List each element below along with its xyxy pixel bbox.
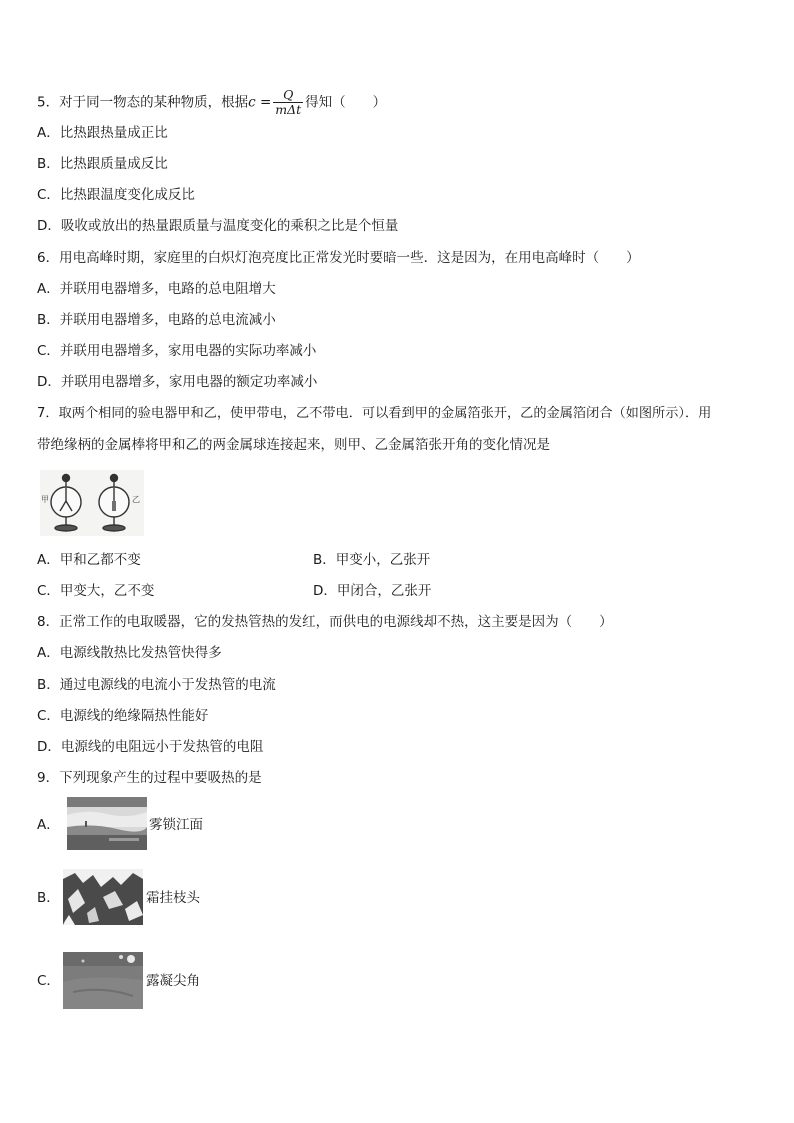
- q9-option-a-caption: 雾锁江面: [149, 817, 203, 833]
- q8-option-d: D．电源线的电阻远小于发热管的电阻: [37, 739, 264, 755]
- q7-option-d: D．甲闭合，乙张开: [313, 583, 432, 599]
- fog-over-river-image: [67, 797, 147, 850]
- q5-option-b: B．比热跟质量成反比: [37, 156, 168, 172]
- q6-option-b: B．并联用电器增多，电路的总电流减小: [37, 312, 276, 328]
- q8-option-b: B．通过电源线的电流小于发热管的电流: [37, 677, 276, 693]
- q5-formula-lhs: c =: [248, 94, 272, 111]
- specific-heat-formula: [273, 88, 303, 117]
- q8-stem: 8．正常工作的电取暖器，它的发热管热的发红，而供电的电源线却不热，这主要是因为（ ）: [37, 614, 613, 630]
- q5-stem: [37, 88, 386, 117]
- q6-option-d: D．并联用电器增多，家用电器的额定功率减小: [37, 374, 318, 390]
- q9-option-b-letter: B．: [37, 890, 60, 906]
- q8-option-a: A．电源线散热比发热管快得多: [37, 645, 222, 661]
- figure-label-left: 甲: [41, 495, 49, 504]
- q9-option-c-letter: C．: [37, 973, 60, 989]
- q5-option-a: A．比热跟热量成正比: [37, 125, 168, 141]
- q9-option-b-caption: 霜挂枝头: [146, 890, 200, 906]
- q6-option-a: A．并联用电器增多，电路的总电阻增大: [37, 281, 276, 297]
- q9-option-a-letter: A．: [37, 817, 60, 833]
- q7-stem-line1: 7．取两个相同的验电器甲和乙，使甲带电，乙不带电．可以看到甲的金属箔张开，乙的金属箔闭合（如图所示）．用: [37, 406, 712, 421]
- formula-denominator: mΔt: [275, 102, 302, 117]
- q9-option-c-caption: 露凝尖角: [146, 973, 200, 989]
- q7-option-c: C．甲变大，乙不变: [37, 583, 155, 599]
- q5-option-c: C．比热跟温度变化成反比: [37, 187, 195, 203]
- electroscope-drawing: [40, 470, 144, 536]
- q7-option-a: A．甲和乙都不变: [37, 552, 141, 568]
- dew-on-leaf-image: [63, 952, 143, 1009]
- q5-option-d: D．吸收或放出的热量跟质量与温度变化的乘积之比是个恒量: [37, 218, 399, 234]
- q9-stem: 9．下列现象产生的过程中要吸热的是: [37, 770, 262, 786]
- q7-option-b: B．甲变小，乙张开: [313, 552, 431, 568]
- q5-stem-post: 得知（ ）: [305, 94, 387, 111]
- formula-numerator: Q: [273, 88, 303, 103]
- q6-stem: 6．用电高峰时期，家庭里的白炽灯泡亮度比正常发光时要暗一些．这是因为，在用电高峰时（ ）: [37, 250, 640, 266]
- figure-label-right: 乙: [132, 495, 140, 504]
- electroscope-figure: [40, 470, 144, 536]
- q6-option-c: C．并联用电器增多，家用电器的实际功率减小: [37, 343, 317, 359]
- frost-on-branches-image: [63, 869, 143, 925]
- q5-stem-pre: 5．对于同一物态的某种物质，根据: [37, 94, 249, 111]
- q7-stem-line2: 带绝缘柄的金属棒将甲和乙的两金属球连接起来，则甲、乙金属箔张开角的变化情况是: [37, 437, 550, 453]
- q8-option-c: C．电源线的绝缘隔热性能好: [37, 708, 209, 724]
